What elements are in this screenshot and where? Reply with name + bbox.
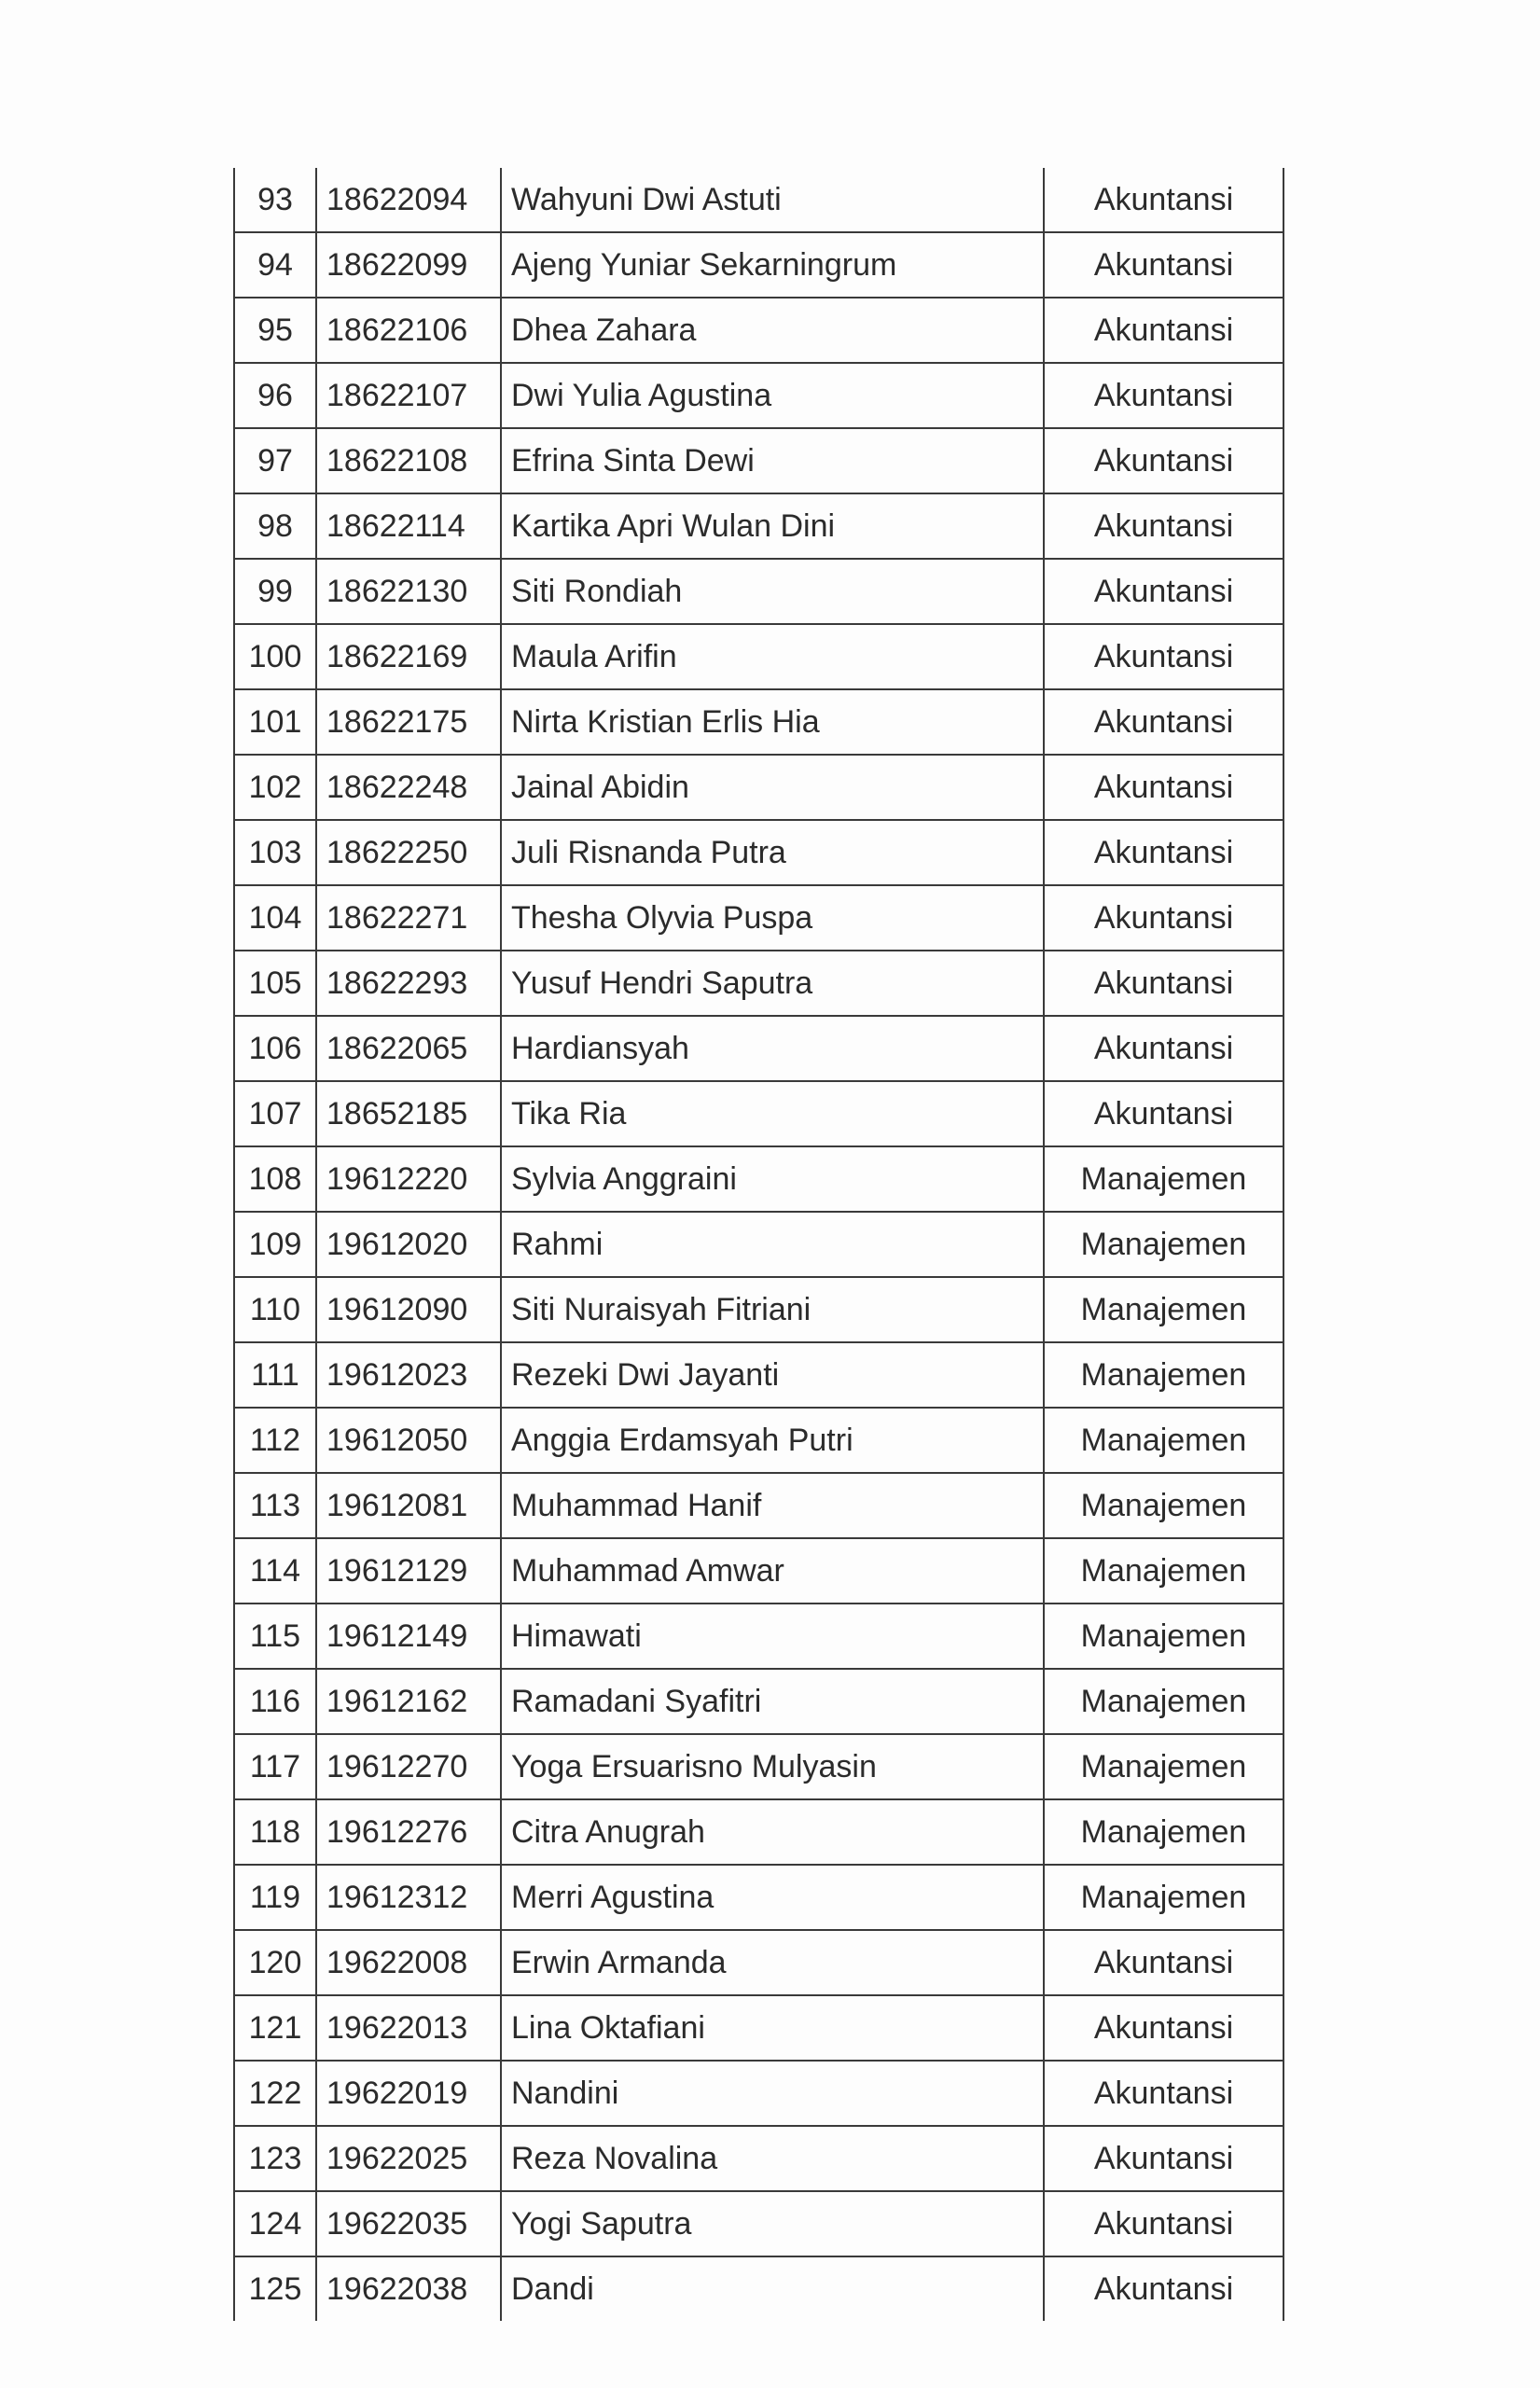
student-name-cell: Siti Nuraisyah Fitriani	[501, 1277, 1044, 1342]
table-row	[234, 559, 1283, 624]
student-table-container	[233, 168, 1284, 2321]
table-row	[234, 168, 1283, 232]
student-id-cell: 19622019	[316, 2061, 501, 2126]
study-program-cell: Akuntansi	[1044, 951, 1283, 1016]
row-number-cell: 111	[234, 1342, 316, 1408]
student-name-cell: Jainal Abidin	[501, 755, 1044, 820]
row-number-cell: 100	[234, 624, 316, 689]
row-number-cell: 98	[234, 493, 316, 559]
student-name-cell: Efrina Sinta Dewi	[501, 428, 1044, 493]
student-name-cell: Ajeng Yuniar Sekarningrum	[501, 232, 1044, 298]
row-number-cell: 117	[234, 1734, 316, 1799]
study-program-cell: Akuntansi	[1044, 298, 1283, 363]
study-program-cell: Akuntansi	[1044, 624, 1283, 689]
student-id-cell: 19622025	[316, 2126, 501, 2191]
student-id-cell: 19622038	[316, 2256, 501, 2321]
study-program-cell: Akuntansi	[1044, 428, 1283, 493]
table-row	[234, 428, 1283, 493]
student-id-cell: 18622169	[316, 624, 501, 689]
table-row	[234, 1930, 1283, 1995]
table-row	[234, 2126, 1283, 2191]
student-id-cell: 18622130	[316, 559, 501, 624]
row-number-cell: 121	[234, 1995, 316, 2061]
student-name-cell: Tika Ria	[501, 1081, 1044, 1146]
study-program-cell: Manajemen	[1044, 1734, 1283, 1799]
table-row	[234, 1342, 1283, 1408]
student-id-cell: 18622099	[316, 232, 501, 298]
table-row	[234, 1212, 1283, 1277]
student-name-cell: Muhammad Hanif	[501, 1473, 1044, 1538]
table-row	[234, 1473, 1283, 1538]
study-program-cell: Manajemen	[1044, 1538, 1283, 1604]
student-name-cell: Juli Risnanda Putra	[501, 820, 1044, 885]
row-number-cell: 96	[234, 363, 316, 428]
table-row	[234, 493, 1283, 559]
table-row	[234, 885, 1283, 951]
student-name-cell: Erwin Armanda	[501, 1930, 1044, 1995]
study-program-cell: Akuntansi	[1044, 493, 1283, 559]
student-name-cell: Thesha Olyvia Puspa	[501, 885, 1044, 951]
student-id-cell: 18652185	[316, 1081, 501, 1146]
student-name-cell: Yogi Saputra	[501, 2191, 1044, 2256]
student-name-cell: Nirta Kristian Erlis Hia	[501, 689, 1044, 755]
student-name-cell: Kartika Apri Wulan Dini	[501, 493, 1044, 559]
study-program-cell: Manajemen	[1044, 1604, 1283, 1669]
student-name-cell: Muhammad Amwar	[501, 1538, 1044, 1604]
study-program-cell: Manajemen	[1044, 1473, 1283, 1538]
student-name-cell: Maula Arifin	[501, 624, 1044, 689]
study-program-cell: Akuntansi	[1044, 755, 1283, 820]
row-number-cell: 114	[234, 1538, 316, 1604]
study-program-cell: Akuntansi	[1044, 1930, 1283, 1995]
table-row	[234, 1865, 1283, 1930]
student-name-cell: Reza Novalina	[501, 2126, 1044, 2191]
row-number-cell: 97	[234, 428, 316, 493]
study-program-cell: Akuntansi	[1044, 2126, 1283, 2191]
study-program-cell: Manajemen	[1044, 1669, 1283, 1734]
student-id-cell: 19612090	[316, 1277, 501, 1342]
student-id-cell: 19612220	[316, 1146, 501, 1212]
study-program-cell: Akuntansi	[1044, 1081, 1283, 1146]
row-number-cell: 108	[234, 1146, 316, 1212]
row-number-cell: 123	[234, 2126, 316, 2191]
study-program-cell: Manajemen	[1044, 1408, 1283, 1473]
student-id-cell: 19612081	[316, 1473, 501, 1538]
student-id-cell: 18622271	[316, 885, 501, 951]
table-row	[234, 1734, 1283, 1799]
student-name-cell: Merri Agustina	[501, 1865, 1044, 1930]
row-number-cell: 101	[234, 689, 316, 755]
student-name-cell: Dwi Yulia Agustina	[501, 363, 1044, 428]
student-id-cell: 19612270	[316, 1734, 501, 1799]
student-id-cell: 18622108	[316, 428, 501, 493]
student-id-cell: 19622013	[316, 1995, 501, 2061]
row-number-cell: 95	[234, 298, 316, 363]
student-name-cell: Rahmi	[501, 1212, 1044, 1277]
table-row	[234, 1081, 1283, 1146]
table-row	[234, 1016, 1283, 1081]
student-id-cell: 18622250	[316, 820, 501, 885]
student-id-cell: 18622107	[316, 363, 501, 428]
row-number-cell: 122	[234, 2061, 316, 2126]
table-row	[234, 1538, 1283, 1604]
table-row	[234, 1604, 1283, 1669]
row-number-cell: 94	[234, 232, 316, 298]
study-program-cell: Manajemen	[1044, 1342, 1283, 1408]
study-program-cell: Manajemen	[1044, 1799, 1283, 1865]
table-row	[234, 1669, 1283, 1734]
student-name-cell: Nandini	[501, 2061, 1044, 2126]
student-id-cell: 19612312	[316, 1865, 501, 1930]
student-id-cell: 19612149	[316, 1604, 501, 1669]
student-table-body	[234, 168, 1283, 2321]
study-program-cell: Akuntansi	[1044, 363, 1283, 428]
row-number-cell: 112	[234, 1408, 316, 1473]
row-number-cell: 118	[234, 1799, 316, 1865]
study-program-cell: Akuntansi	[1044, 232, 1283, 298]
row-number-cell: 99	[234, 559, 316, 624]
table-row	[234, 2256, 1283, 2321]
row-number-cell: 93	[234, 168, 316, 232]
student-name-cell: Yusuf Hendri Saputra	[501, 951, 1044, 1016]
table-row	[234, 820, 1283, 885]
table-row	[234, 2061, 1283, 2126]
row-number-cell: 107	[234, 1081, 316, 1146]
student-name-cell: Dandi	[501, 2256, 1044, 2321]
study-program-cell: Akuntansi	[1044, 885, 1283, 951]
student-name-cell: Siti Rondiah	[501, 559, 1044, 624]
study-program-cell: Akuntansi	[1044, 689, 1283, 755]
student-name-cell: Dhea Zahara	[501, 298, 1044, 363]
row-number-cell: 102	[234, 755, 316, 820]
student-id-cell: 19612162	[316, 1669, 501, 1734]
study-program-cell: Manajemen	[1044, 1212, 1283, 1277]
table-row	[234, 1408, 1283, 1473]
student-id-cell: 18622293	[316, 951, 501, 1016]
study-program-cell: Akuntansi	[1044, 559, 1283, 624]
row-number-cell: 116	[234, 1669, 316, 1734]
table-row	[234, 363, 1283, 428]
student-id-cell: 18622114	[316, 493, 501, 559]
row-number-cell: 115	[234, 1604, 316, 1669]
table-row	[234, 951, 1283, 1016]
study-program-cell: Akuntansi	[1044, 2256, 1283, 2321]
row-number-cell: 103	[234, 820, 316, 885]
student-name-cell: Hardiansyah	[501, 1016, 1044, 1081]
student-name-cell: Wahyuni Dwi Astuti	[501, 168, 1044, 232]
student-name-cell: Anggia Erdamsyah Putri	[501, 1408, 1044, 1473]
table-row	[234, 2191, 1283, 2256]
student-name-cell: Yoga Ersuarisno Mulyasin	[501, 1734, 1044, 1799]
student-id-cell: 19622008	[316, 1930, 501, 1995]
student-id-cell: 19612023	[316, 1342, 501, 1408]
row-number-cell: 104	[234, 885, 316, 951]
row-number-cell: 125	[234, 2256, 316, 2321]
row-number-cell: 109	[234, 1212, 316, 1277]
student-id-cell: 19612050	[316, 1408, 501, 1473]
table-row	[234, 232, 1283, 298]
table-row	[234, 755, 1283, 820]
student-name-cell: Himawati	[501, 1604, 1044, 1669]
student-id-cell: 19622035	[316, 2191, 501, 2256]
table-row	[234, 624, 1283, 689]
study-program-cell: Akuntansi	[1044, 168, 1283, 232]
table-row	[234, 689, 1283, 755]
study-program-cell: Akuntansi	[1044, 820, 1283, 885]
study-program-cell: Manajemen	[1044, 1146, 1283, 1212]
row-number-cell: 110	[234, 1277, 316, 1342]
student-id-cell: 18622065	[316, 1016, 501, 1081]
student-id-cell: 18622248	[316, 755, 501, 820]
study-program-cell: Akuntansi	[1044, 2061, 1283, 2126]
student-id-cell: 18622094	[316, 168, 501, 232]
student-id-cell: 19612020	[316, 1212, 501, 1277]
student-id-cell: 19612129	[316, 1538, 501, 1604]
student-id-cell: 19612276	[316, 1799, 501, 1865]
row-number-cell: 106	[234, 1016, 316, 1081]
table-row	[234, 298, 1283, 363]
student-name-cell: Sylvia Anggraini	[501, 1146, 1044, 1212]
student-table	[233, 168, 1284, 2321]
student-name-cell: Lina Oktafiani	[501, 1995, 1044, 2061]
table-row	[234, 1277, 1283, 1342]
student-name-cell: Ramadani Syafitri	[501, 1669, 1044, 1734]
study-program-cell: Akuntansi	[1044, 2191, 1283, 2256]
study-program-cell: Manajemen	[1044, 1865, 1283, 1930]
table-row	[234, 1799, 1283, 1865]
row-number-cell: 105	[234, 951, 316, 1016]
row-number-cell: 120	[234, 1930, 316, 1995]
student-id-cell: 18622106	[316, 298, 501, 363]
student-name-cell: Rezeki Dwi Jayanti	[501, 1342, 1044, 1408]
table-row	[234, 1995, 1283, 2061]
row-number-cell: 113	[234, 1473, 316, 1538]
student-name-cell: Citra Anugrah	[501, 1799, 1044, 1865]
row-number-cell: 124	[234, 2191, 316, 2256]
study-program-cell: Akuntansi	[1044, 1016, 1283, 1081]
row-number-cell: 119	[234, 1865, 316, 1930]
study-program-cell: Manajemen	[1044, 1277, 1283, 1342]
study-program-cell: Akuntansi	[1044, 1995, 1283, 2061]
table-row	[234, 1146, 1283, 1212]
student-id-cell: 18622175	[316, 689, 501, 755]
